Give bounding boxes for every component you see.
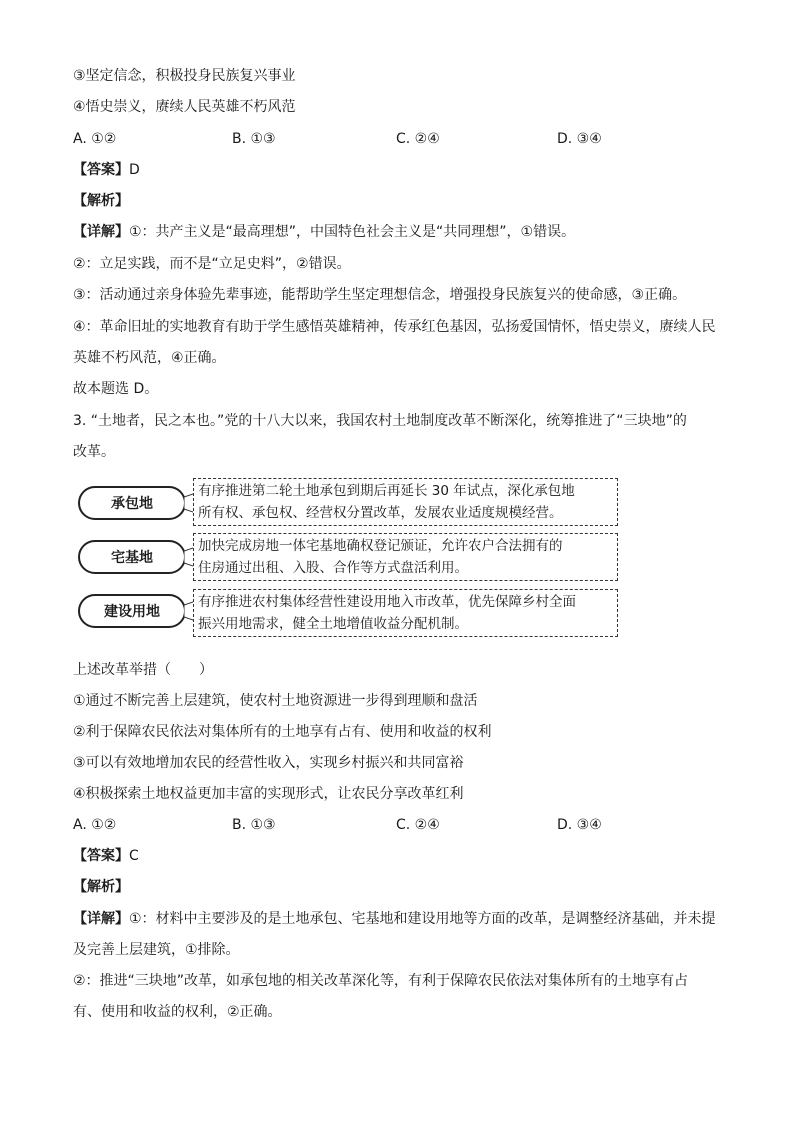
q3-statement-2: ②利于保障农民依法对集体所有的土地享有占有、使用和收益的权利 [73, 724, 492, 740]
q3-statement-1: ①通过不断完善上层建筑，使农村土地资源进一步得到理顺和盘活 [73, 693, 478, 709]
q3-question: 上述改革举措（ ） [73, 662, 213, 678]
q2-detail-line-3: ③：活动通过亲身体验先辈事迹，能帮助学生坚定理想信念，增强投身民族复兴的使命感，③正确。 [73, 287, 687, 303]
answer-label: 【答案】 [73, 162, 129, 178]
category-homestead: 宅基地 [78, 540, 186, 574]
answer-label: 【答案】 [73, 848, 129, 864]
description-contracted-land [193, 478, 618, 526]
q2-statement-3: ③坚定信念，积极投身民族复兴事业 [73, 68, 296, 84]
q2-analysis-label: 【解析】 [73, 193, 129, 209]
q3-detail-line-1 [73, 909, 716, 929]
description-line: 有序推进第二轮土地承包到期后再延长 30 年试点，深化承包地 [198, 483, 575, 499]
land-reform-diagram [78, 472, 623, 642]
q3-option-d: D. ③④ [557, 817, 602, 833]
q2-conclusion: 故本题选 D。 [73, 381, 159, 397]
q3-statement-4: ④积极探索土地权益更加丰富的实现形式，让农民分享改革红利 [73, 786, 464, 802]
q3-detail-line-3: ②：推进“三块地”改革，如承包地的相关改革深化等，有利于保障农民依法对集体所有的土地享有占 [73, 973, 689, 989]
q2-option-a: A. ①② [73, 131, 117, 147]
answer-value: C [129, 848, 139, 864]
detail-label: 【详解】 [73, 224, 129, 240]
description-line: 住房通过出租、入股、合作等方式盘活利用。 [198, 560, 468, 576]
q3-statement-3: ③可以有效地增加农民的经营性收入，实现乡村振兴和共同富裕 [73, 755, 464, 771]
detail-text: ①：材料中主要涉及的是土地承包、宅基地和建设用地等方面的改革，是调整经济基础，并未提 [129, 911, 716, 927]
q2-statement-4: ④悟史崇义，赓续人民英雄不朽风范 [73, 99, 296, 115]
description-line: 有序推进农村集体经营性建设用地入市改革，优先保障乡村全面 [198, 594, 576, 610]
q3-detail-line-4: 有、使用和收益的权利，②正确。 [73, 1004, 282, 1020]
q3-analysis-label: 【解析】 [73, 879, 129, 895]
description-construction-land [193, 589, 618, 637]
category-contracted-land: 承包地 [78, 486, 186, 520]
q3-stem-line-2: 改革。 [73, 444, 115, 460]
q3-option-b: B. ①③ [232, 817, 276, 833]
q2-answer [73, 160, 140, 180]
q2-detail-line-4: ④：革命旧址的实地教育有助于学生感悟英雄精神，传承红色基因，弘扬爱国情怀，悟史崇义，赓续人民 [73, 319, 716, 335]
q2-option-b: B. ①③ [232, 131, 276, 147]
detail-label: 【详解】 [73, 911, 129, 927]
q3-stem-line-1: 3. “土地者，民之本也。”党的十八大以来，我国农村土地制度改革不断深化，统筹推进了“三块地”的 [73, 413, 687, 429]
q2-detail-line-1 [73, 222, 575, 242]
q2-option-c: C. ②④ [396, 131, 440, 147]
description-line: 振兴用地需求，健全土地增值收益分配机制。 [198, 616, 468, 632]
q2-detail-line-5: 英雄不朽风范，④正确。 [73, 350, 226, 366]
q3-option-c: C. ②④ [396, 817, 440, 833]
category-construction-land: 建设用地 [78, 594, 186, 628]
q3-option-a: A. ①② [73, 817, 117, 833]
description-homestead [193, 533, 618, 581]
q2-detail-line-2: ②：立足实践，而不是“立足史料”，②错误。 [73, 256, 351, 272]
q3-detail-line-2: 及完善上层建筑，①排除。 [73, 942, 240, 958]
q3-answer [73, 846, 139, 866]
description-line: 所有权、承包权、经营权分置改革，发展农业适度规模经营。 [198, 505, 563, 521]
description-line: 加快完成房地一体宅基地确权登记颁证，允许农户合法拥有的 [198, 538, 563, 554]
q2-option-d: D. ③④ [557, 131, 602, 147]
detail-text: ①：共产主义是“最高理想”，中国特色社会主义是“共同理想”，①错误。 [129, 224, 576, 240]
answer-value: D [129, 162, 140, 178]
